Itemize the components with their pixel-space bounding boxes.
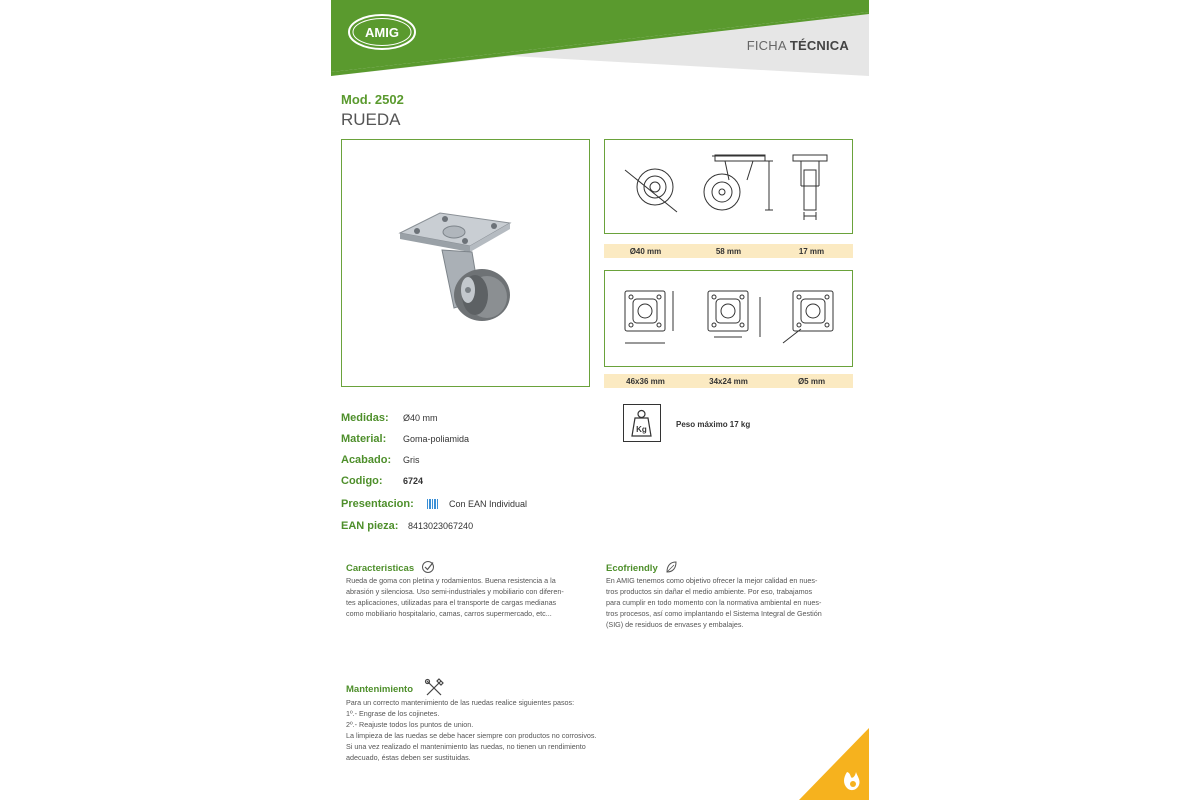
weight-icon-text: Kg bbox=[636, 425, 647, 434]
caracteristicas-title bbox=[346, 560, 435, 574]
text-line: tros productos sin dañar el medio ambiente. Por eso, trabajamos bbox=[606, 587, 813, 596]
spec-value: Con EAN Individual bbox=[449, 499, 528, 509]
dimension-height: 58 mm bbox=[715, 246, 742, 256]
spec-row-ean bbox=[341, 518, 473, 534]
caracteristicas-title-text: Caracteristicas bbox=[346, 563, 415, 574]
text-line: La limpieza de las ruedas se debe hacer siempre con productos no corrosivos. bbox=[346, 731, 597, 740]
text-line: para cumplir en todo momento con la normativa ambiental en nues- bbox=[606, 598, 822, 607]
ecofriendly-title-text: Ecofriendly bbox=[606, 563, 658, 574]
ficha-light: FICHA bbox=[746, 38, 786, 53]
plate-drawings bbox=[604, 270, 853, 367]
spec-value: Goma-poliamida bbox=[403, 434, 470, 444]
text-line: Si una vez realizado el mantenimiento las ruedas, no tienen un rendimiento bbox=[346, 742, 586, 751]
dimension-diameter: Ø40 mm bbox=[629, 246, 662, 256]
leaf-icon bbox=[664, 560, 678, 574]
model-number: Mod. 2502 bbox=[341, 92, 404, 107]
text-line: tes aplicaciones, utilizadas para el transporte de cargas medianas bbox=[346, 598, 557, 607]
datasheet-page bbox=[331, 0, 869, 800]
caracteristicas-text bbox=[346, 575, 593, 619]
spec-value: 6724 bbox=[403, 476, 424, 486]
spec-label: EAN pieza: bbox=[341, 520, 399, 532]
text-line: (SIG) de residuos de envases y embalajes. bbox=[606, 620, 744, 629]
mantenimiento-title-text: Mantenimiento bbox=[346, 684, 414, 695]
spec-label: Codigo: bbox=[341, 475, 383, 487]
ecofriendly-title bbox=[606, 560, 678, 574]
spec-value: 8413023067240 bbox=[408, 521, 474, 531]
text-line: 2º.- Reajuste todos los puntos de union. bbox=[346, 720, 474, 729]
ecofriendly-text bbox=[606, 575, 851, 630]
text-line: abrasión y silenciosa. Uso semi-industriales y mobiliario con diferen- bbox=[346, 587, 564, 596]
text-line: Para un correcto mantenimiento de las ruedas realice siguientes pasos: bbox=[346, 698, 575, 707]
text-line: adecuado, éstas deben ser sustituidas. bbox=[346, 753, 471, 762]
spec-label: Presentacion: bbox=[341, 498, 414, 510]
spec-value: Gris bbox=[403, 455, 420, 465]
spec-label: Acabado: bbox=[341, 454, 392, 466]
weight-icon bbox=[623, 404, 661, 442]
text-line: En AMIG tenemos como objetivo ofrecer la mejor calidad en nues- bbox=[606, 576, 818, 585]
check-badge-icon bbox=[421, 560, 435, 574]
dimension-plate: 46x36 mm bbox=[626, 376, 665, 386]
dimension-width: 17 mm bbox=[798, 246, 825, 256]
tools-icon bbox=[424, 678, 444, 698]
text-line: como mobiliario hospitalario, camas, carros supermercado, etc... bbox=[346, 609, 552, 618]
product-name: RUEDA bbox=[341, 110, 401, 129]
spec-row-acabado bbox=[341, 452, 420, 468]
side-view-drawings bbox=[604, 139, 853, 234]
text-line: 1º.- Engrase de los cojinetes. bbox=[346, 709, 440, 718]
text-line: Rueda de goma con pletina y rodamientos. Buena resistencia a la bbox=[346, 576, 556, 585]
spec-label: Material: bbox=[341, 433, 387, 445]
text-line: tros procesos, así como implantando el Sistema Integral de Gestión bbox=[606, 609, 822, 618]
logo-text: AMIG bbox=[365, 25, 399, 40]
spec-row-material bbox=[341, 431, 469, 447]
document-type bbox=[747, 38, 849, 53]
plate-technical-drawing bbox=[605, 271, 852, 366]
dimension-holes: 34x24 mm bbox=[709, 376, 748, 386]
dimension-hole-diameter: Ø5 mm bbox=[797, 376, 826, 386]
wheel-technical-drawing bbox=[605, 140, 852, 233]
spec-value: Ø40 mm bbox=[403, 413, 438, 423]
spec-row-codigo bbox=[341, 473, 423, 489]
max-weight-label: Peso máximo 17 kg bbox=[676, 420, 751, 429]
caster-wheel-image bbox=[342, 140, 589, 386]
spec-label: Medidas: bbox=[341, 412, 389, 424]
mantenimiento-title bbox=[346, 678, 444, 698]
spec-row-presentacion bbox=[341, 496, 527, 512]
spec-row-medidas bbox=[341, 410, 438, 426]
barcode-icon bbox=[427, 499, 439, 509]
mantenimiento-text bbox=[346, 697, 646, 763]
ficha-bold: TÉCNICA bbox=[789, 38, 849, 53]
wheel-dimensions-bar bbox=[604, 244, 853, 258]
plate-dimensions-bar bbox=[604, 374, 853, 388]
corner-flame-badge bbox=[799, 728, 869, 800]
product-photo-box bbox=[341, 139, 590, 387]
amig-logo bbox=[347, 13, 417, 51]
